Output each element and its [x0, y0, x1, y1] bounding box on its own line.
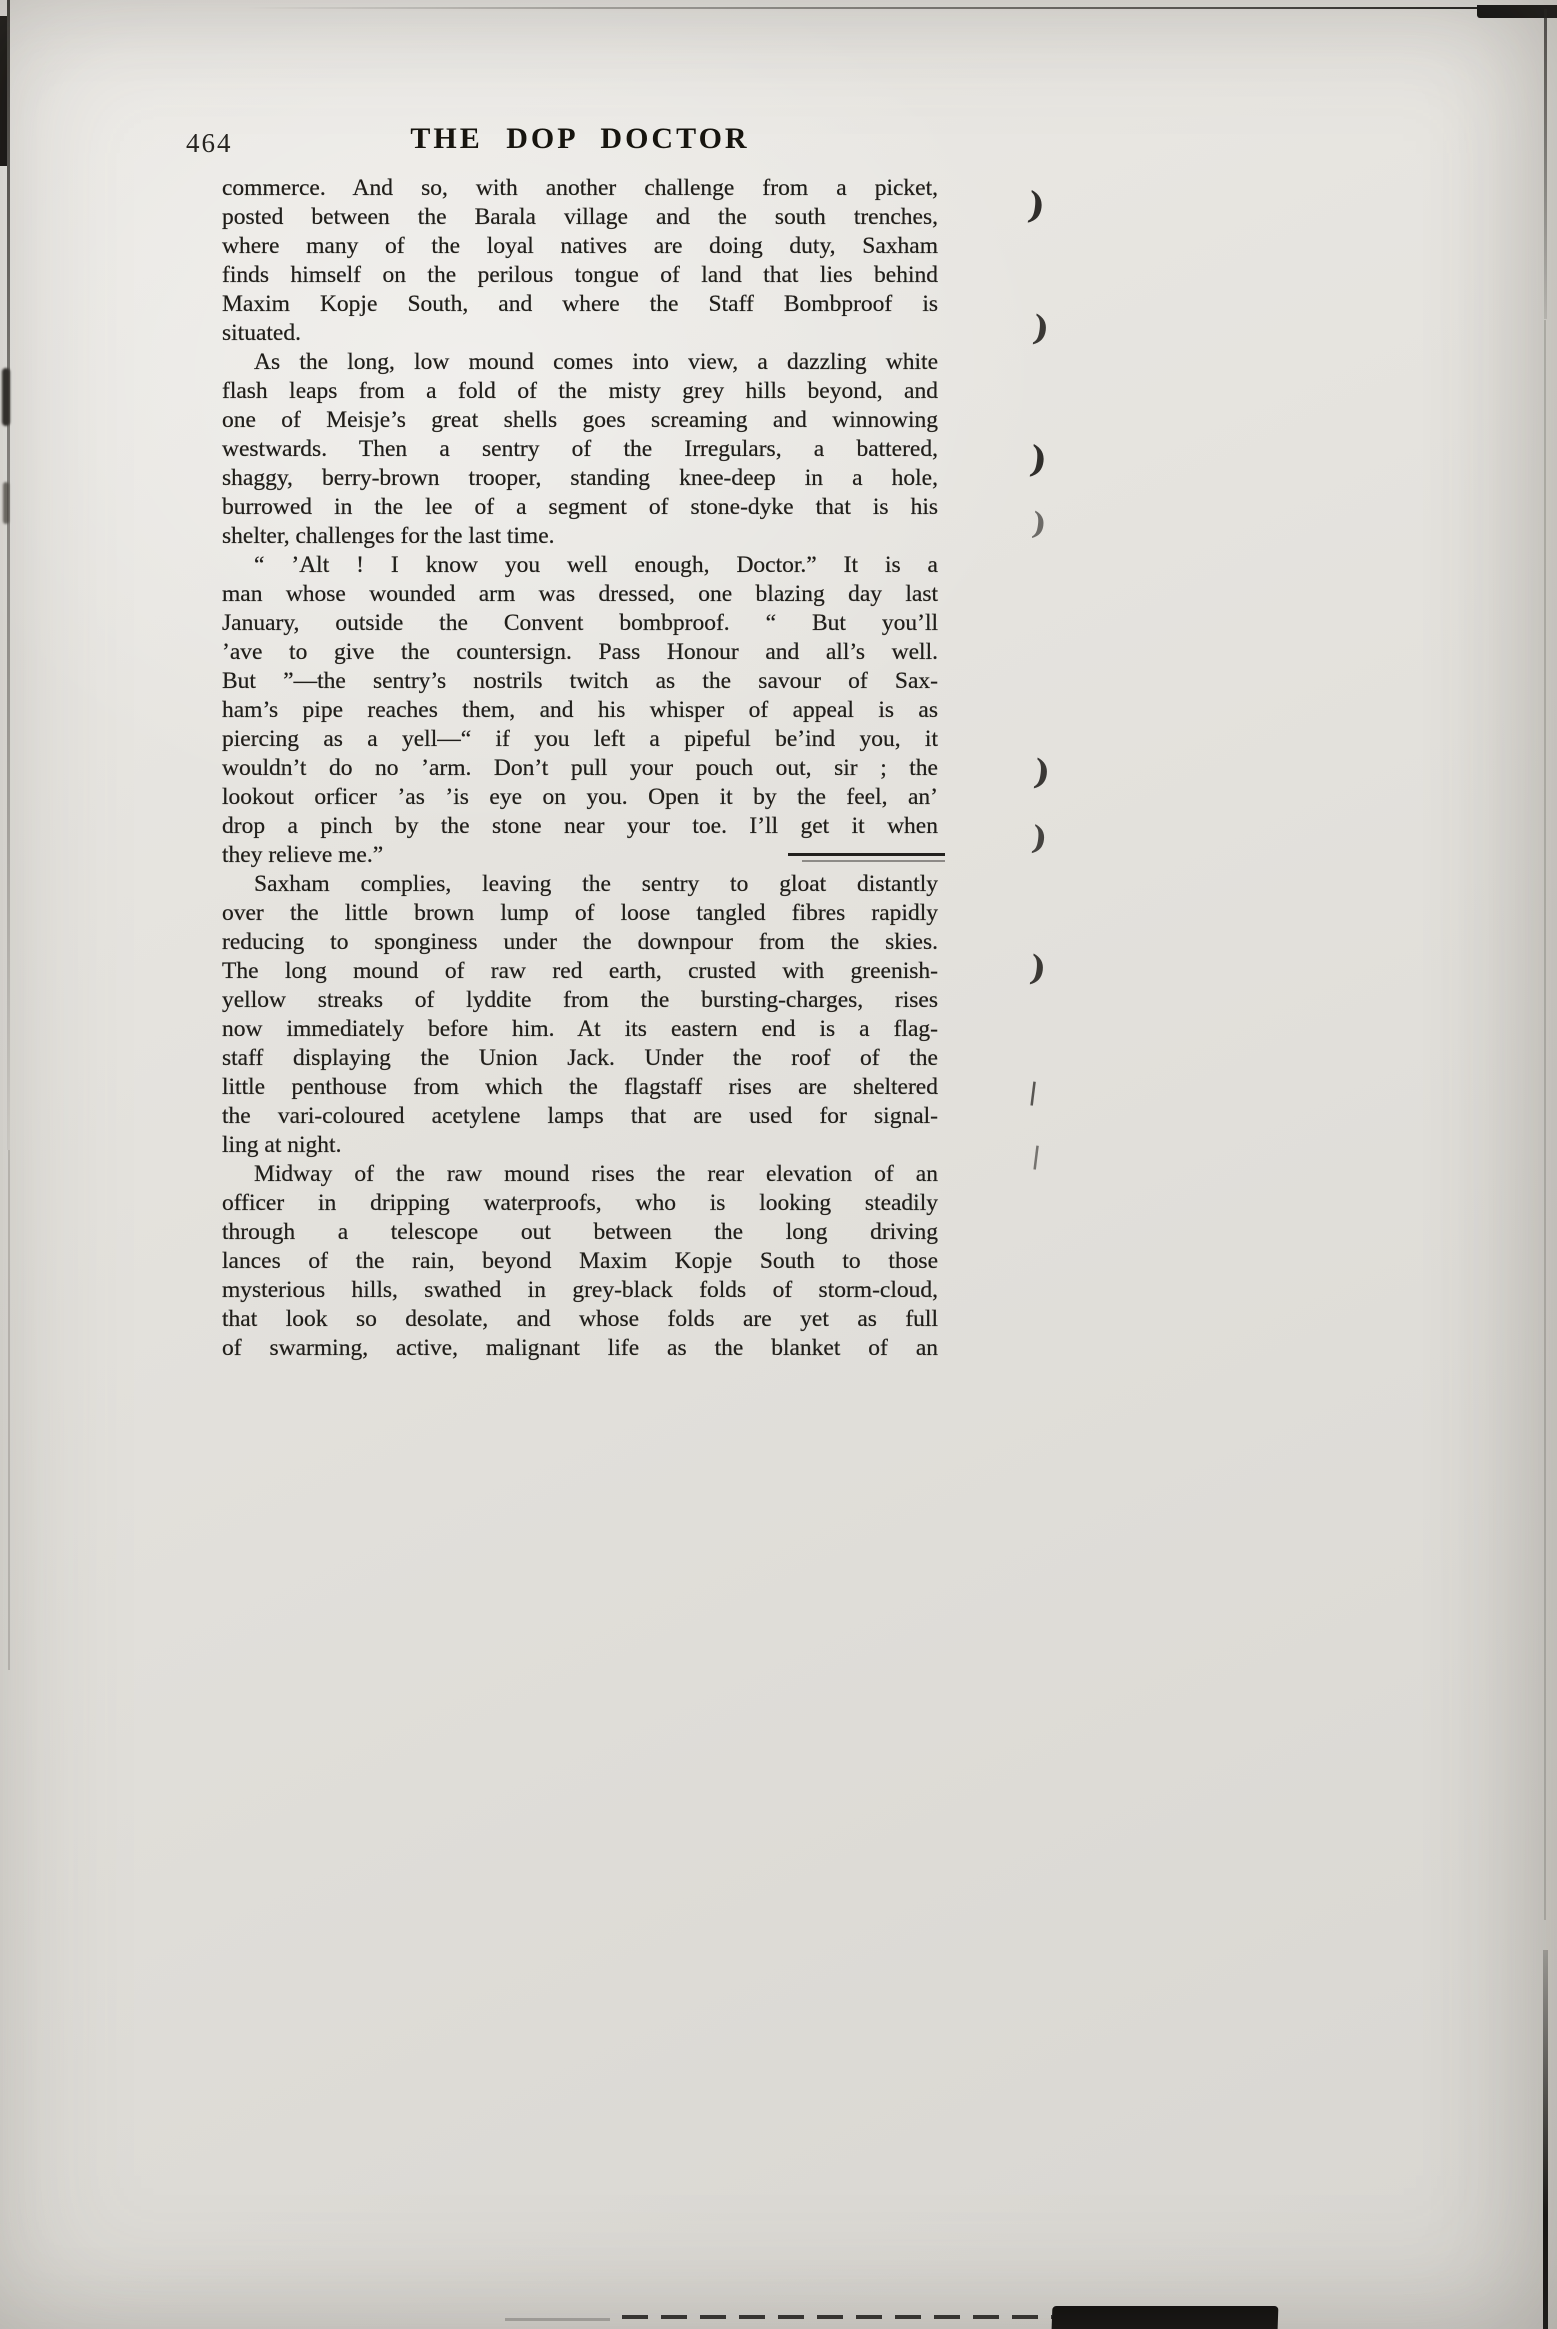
text-line: officer in dripping waterproofs, who is looking steadily [222, 1190, 938, 1216]
text-line: staff displaying the Union Jack. Under the roof of the [222, 1045, 938, 1071]
scan-artifact-top-right-corner [1477, 5, 1557, 18]
scan-artifact-left-edge-line [7, 0, 10, 1150]
text-line: lookout orficer ’as ’is eye on you. Open it by the feel, an’ [222, 784, 938, 810]
text-line: Maxim Kopje South, and where the Staff Bombproof is [222, 291, 938, 317]
text-line: Saxham complies, leaving the sentry to gloat distantly [254, 871, 938, 897]
text-block [222, 174, 938, 1363]
scan-artifact-top-edge-line [245, 7, 1557, 9]
scan-artifact-ink-mark: | [1027, 1076, 1040, 1107]
text-line: burrowed in the lee of a segment of stone-dyke that is his [222, 494, 938, 520]
text-line: drop a pinch by the stone near your toe. I’ll get it when [222, 813, 938, 839]
text-line: shaggy, berry-brown trooper, standing knee-deep in a hole, [222, 465, 938, 491]
text-line: reducing to sponginess under the downpour from the skies. [222, 929, 938, 955]
text-line: As the long, low mound comes into view, a dazzling white [254, 349, 938, 375]
text-line: ham’s pipe reaches them, and his whisper of appeal is as [222, 697, 938, 723]
text-line: wouldn’t do no ’arm. Don’t pull your pouch out, sir ; the [222, 755, 938, 781]
text-line: finds himself on the perilous tongue of land that lies behind [222, 262, 938, 288]
scan-artifact-ink-mark: ) [1027, 948, 1049, 990]
text-line: they relieve me.” [222, 842, 384, 868]
text-line: yellow streaks of lyddite from the bursting-charges, rises [222, 987, 938, 1013]
scan-artifact-right-edge-line-bottom [1543, 1950, 1548, 2329]
text-line: situated. [222, 320, 301, 346]
text-line: now immediately before him. At its eastern end is a flag- [222, 1016, 938, 1042]
text-line: westwards. Then a sentry of the Irregulars, a battered, [222, 436, 938, 462]
text-line: one of Meisje’s great shells goes screaming and winnowing [222, 407, 938, 433]
text-line: of swarming, active, malignant life as the blanket of an [222, 1335, 938, 1361]
scan-artifact-bottom-faint [505, 2318, 610, 2321]
page-number: 464 [186, 128, 233, 158]
text-line: man whose wounded arm was dressed, one blazing day last [222, 581, 938, 607]
scan-artifact-ink-mark: ) [1025, 184, 1048, 228]
scan-artifact-left-edge-block [0, 16, 7, 166]
scan-artifact-right-edge-line-mid [1544, 320, 1546, 1920]
scan-artifact-ink-mark: | [1030, 1140, 1043, 1171]
scan-artifact-bottom-dashes [622, 2315, 1052, 2319]
scan-artifact-ink-mark: ) [1030, 308, 1052, 350]
text-line: “ ’Alt ! I know you well enough, Doctor.” It is a [254, 552, 938, 578]
text-line: piercing as a yell—“ if you left a pipeful be’ind you, it [222, 726, 938, 752]
text-line: the vari-coloured acetylene lamps that are used for signal- [222, 1103, 938, 1129]
scan-artifact-left-smudge-2 [3, 482, 9, 524]
text-line: little penthouse from which the flagstaff rises are sheltered [222, 1074, 938, 1100]
text-line: ’ave to give the countersign. Pass Honour and all’s well. [222, 639, 938, 665]
page-header-title: THE DOP DOCTOR [410, 122, 750, 155]
text-line: The long mound of raw red earth, crusted with greenish- [222, 958, 938, 984]
scan-artifact-bottom-strip [1052, 2306, 1279, 2329]
scan-artifact-left-edge-line-2 [8, 1150, 10, 1670]
scan-artifact-ink-mark: ) [1027, 438, 1050, 482]
scan-artifact-ink-mark: ) [1029, 506, 1049, 543]
text-line: lances of the rain, beyond Maxim Kopje South to those [222, 1248, 938, 1274]
text-line: Midway of the raw mound rises the rear elevation of an [254, 1161, 938, 1187]
text-line: mysterious hills, swathed in grey-black folds of storm-cloud, [222, 1277, 938, 1303]
text-line: posted between the Barala village and the south trenches, [222, 204, 938, 230]
text-line: over the little brown lump of loose tangled fibres rapidly [222, 900, 938, 926]
text-line: where many of the loyal natives are doing duty, Saxham [222, 233, 938, 259]
text-line: that look so desolate, and whose folds are yet as full [222, 1306, 938, 1332]
text-line: through a telescope out between the long driving [222, 1219, 938, 1245]
scan-artifact-left-smudge [2, 368, 10, 426]
text-line: flash leaps from a fold of the misty grey hills beyond, and [222, 378, 938, 404]
text-line: ling at night. [222, 1132, 342, 1158]
text-line: January, outside the Convent bombproof. “ But you’ll [222, 610, 938, 636]
text-line: But ”—the sentry’s nostrils twitch as the savour of Sax- [222, 668, 938, 694]
text-line: commerce. And so, with another challenge from a picket, [222, 175, 938, 201]
scan-artifact-ink-mark: ) [1029, 818, 1050, 858]
text-line: shelter, challenges for the last time. [222, 523, 555, 549]
scan-artifact-right-edge-line-top [1544, 9, 1547, 319]
scan-artifact-ink-mark: ) [1031, 752, 1053, 794]
